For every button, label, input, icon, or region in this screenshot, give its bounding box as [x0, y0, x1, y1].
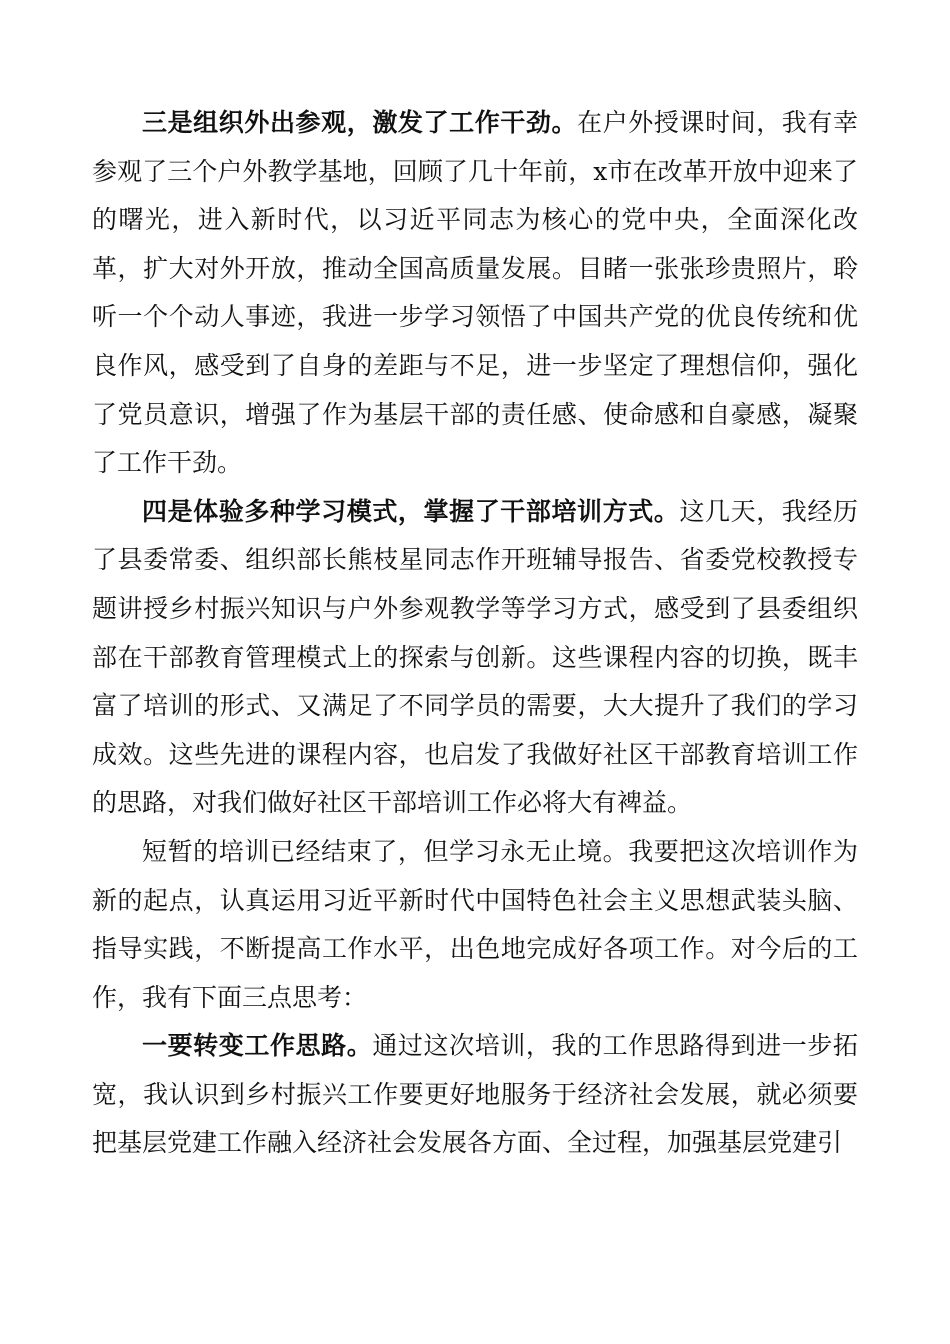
paragraph-body: 在户外授课时间，我有幸参观了三个户外教学基地，回顾了几十年前，x市在改革开放中迎来了的曙光，进入新时代，以习近平同志为核心的党中央，全面深化改革，扩大对外开放，推动全国高质量发展。目睹一张张珍贵照片，聆听一个个动人事迹，我进一步学习领悟了中国共产党的优良传统和优良作风，感受到了自身的差距与不足，进一步坚定了理想信仰，强化了党员意识，增强了作为基层干部的责任感、使命感和自豪感，凝聚了工作干劲。 — [92, 108, 858, 478]
paragraph-visit-bases — [92, 99, 858, 488]
paragraph-lead: 三是组织外出参观，激发了工作干劲。 — [142, 108, 578, 137]
paragraph-body: 这几天，我经历了县委常委、组织部长熊枝星同志作开班辅导报告、省委党校教授专题讲授乡村振兴知识与户外参观教学等学习方式，感受到了县委组织部在干部教育管理模式上的探索与创新。这些课程内容的切换，既丰富了培训的形式、又满足了不同学员的需要，大大提升了我们的学习成效。这些先进的课程内容，也启发了我做好社区干部教育培训工作的思路，对我们做好社区干部培训工作必将大有裨益。 — [92, 496, 858, 818]
document-page — [92, 99, 858, 1168]
paragraph-lead: 四是体验多种学习模式，掌握了干部培训方式。 — [142, 496, 680, 526]
paragraph-lead: 一要转变工作思路。 — [142, 1031, 373, 1061]
paragraph-body: 通过这次培训，我的工作思路得到进一步拓宽，我认识到乡村振兴工作要更好地服务于经济社会发展，就必须要把基层党建工作融入经济社会发展各方面、全过程，加强基层党建引 — [92, 1031, 858, 1158]
paragraph-body: 短暂的培训已经结束了，但学习永无止境。我要把这次培训作为新的起点，认真运用习近平新时代中国特色社会主义思想武装头脑、指导实践，不断提高工作水平，出色地完成好各项工作。对今后的工作，我有下面三点思考： — [92, 836, 858, 1012]
paragraph-conclusion — [92, 828, 858, 1022]
paragraph-change-thinking — [92, 1022, 858, 1168]
paragraph-learning-modes — [92, 488, 858, 828]
